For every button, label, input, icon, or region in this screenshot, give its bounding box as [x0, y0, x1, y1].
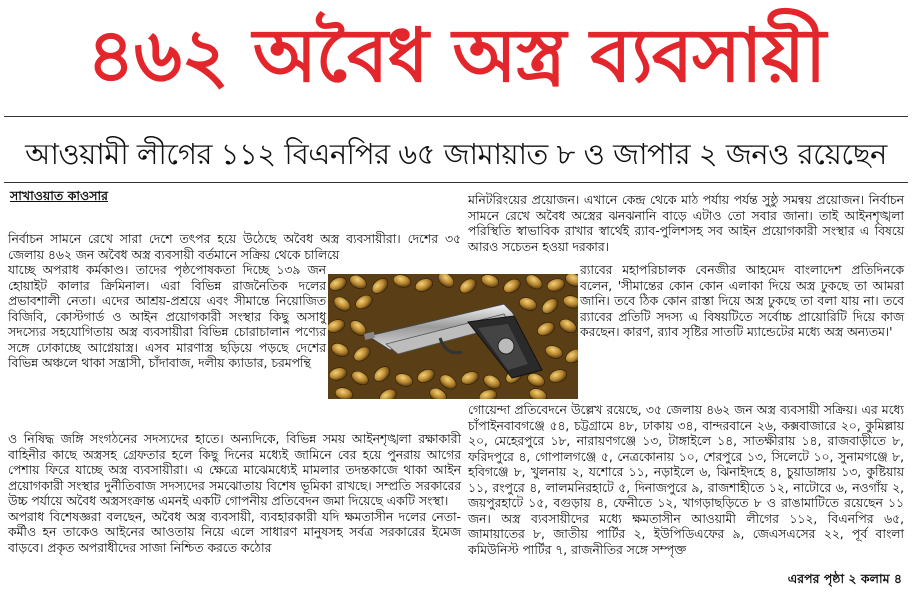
pistol-image: [328, 274, 578, 399]
left-paragraph-1-wrap: যাচ্ছে অপরাধ কর্মকাণ্ড। তাদের পৃষ্ঠপোষকতা দিচ্ছে ১৩৯ জন হোয়াইট কালার ক্রিমিনাল। এরা বিভিন্ন রাজনৈতিক দলের প্রভাবশালী নেতা। এদের আশ্রয়-প্রশ্রয়ে এবং সীমান্তে নিয়োজিত বিজিবি, কোস্টগার্ড ও আইন প্রয়োগকারী সংস্থার কিছু অসাধু সদস্যের সহযোগিতায় অস্ত্র ব্যবসায়ীরা বিভিন্ন চোরাচালান পণ্যের সঙ্গে ঢোকাচ্ছে আগ্নেয়াস্ত্র। এসব মারণাস্ত্র ছড়িয়ে পড়ছে দেশের বিভিন্ন অঞ্চলে থাকা সন্ত্রাসী, চাঁদাবাজ, দলীয় ক্যাডার, চরমপন্থি: [8, 263, 326, 371]
headline: ৪৬২ অবৈধ অস্ত্র ব্যবসায়ী: [86, 13, 826, 99]
right-column-wrap: [580, 263, 904, 341]
left-column-wrap: [8, 263, 326, 372]
left-paragraph-2: অপরাধ বিশেষজ্ঞরা বলছেন, অবৈধ অস্ত্র ব্যবসায়ী, ব্যবহারকারী যদি ক্ষমতাসীন দলের নেতা-কর্মীও হন তাকেও আইনের আওতায় নিয়ে এলে সাধারণ মানুষসহ সর্বত্র সরকারের ইমেজ বাড়বে। প্রকৃত অপরাধীদের সাজা নিশ্চিত করতে কঠোর: [8, 509, 461, 555]
right-paragraph-1: মনিটরিংয়ের প্রয়োজন। এখানে কেন্দ্র থেকে মাঠ পর্যায় পর্যন্ত সুষ্ঠু সমন্বয় প্রয়োজন। নির্বাচন সামনে রেখে অবৈধ অস্ত্রের ঝনঝনানি বাড়ে এটাও তো সবার জানা। তাই আইনশৃঙ্খলা পরিস্থিতি স্বাভাবিক রাখার স্বার্থেই র‌্যাব-পুলিশসহ সব আইন প্রয়োগকারী সংস্থার এ বিষয়ে আরও সচেতন হওয়া দরকার।: [468, 193, 904, 254]
subheadline-rule: [4, 182, 908, 183]
right-column-bottom: [468, 403, 904, 558]
left-paragraph-1-bottom: ও নিষিদ্ধ জঙ্গি সংগঠনের সদস্যদের হাতে। অন্যদিকে, বিভিন্ন সময় আইনশৃঙ্খলা রক্ষাকারী বাহিনীর কাছে অস্ত্রসহ গ্রেফতার হলে কিছু দিনের মধ্যেই জামিনে বের হয়ে পুনরায় আগের পেশায় ফিরে যাচ্ছে অস্ত্র ব্যবসায়ীরা। এ ক্ষেত্রে মাঝেমধ্যেই মামলার তদন্তকাজে থাকা আইন প্রয়োগকারী সংস্থার দুর্নীতিবাজ সদস্যদের সমঝোতায় বিশেষ ভূমিকা রাখছে। সম্প্রতি সরকারের উচ্চ পর্যায়ে অবৈধ অস্ত্রসংক্রান্ত এমনই একটি গোপনীয় প্রতিবেদন জমা দিয়েছে একটি সংস্থা।: [8, 432, 461, 509]
left-column-bottom: [8, 432, 461, 556]
left-paragraph-1-top: নির্বাচন সামনে রেখে সারা দেশে তৎপর হয়ে উঠেছে অবৈধ অস্ত্র ব্যবসায়ীরা। দেশের ৩৫ জেলায় ৪৬২ জন অবৈধ অস্ত্র ব্যবসায়ী বর্তমানে সক্রিয় থেকে চালিয়ে: [8, 232, 461, 262]
subheadline: আওয়ামী লীগের ১১২ বিএনপির ৬৫ জামায়াত ৮ ও জাপার ২ জনও রয়েছেন: [25, 137, 887, 171]
right-paragraph-3: গোয়েন্দা প্রতিবেদনে উল্লেখ রয়েছে, ৩৫ জেলায় ৪৬২ জন অস্ত্র ব্যবসায়ী সক্রিয়। এর মধ্যে চাঁপাইনবাবগঞ্জে ৫৪, চট্টগ্রামে ৪৮, ঢাকায় ৩৪, বান্দরবানে ২৬, কক্সবাজারে ২০, কুমিল্লায় ২০, মেহেরপুরে ১৮, নারায়ণগঞ্জে ১৩, টাঙ্গাইলে ১৪, সাতক্ষীরায় ১৪, রাজবাড়ীতে ৮, ফরিদপুরে ৪, গোপালগঞ্জে ৫, নেত্রকোনায় ১০, শেরপুরে ১৩, সিলেটে ১০, সুনামগঞ্জে ৮, হবিগঞ্জে ৮, খুলনায় ২, যশোরে ১১, নড়াইলে ৬, ঝিনাইদহে ৪, চুয়াডাঙ্গায় ১৩, কুষ্টিয়ায় ১১, রংপুরে ৪, লালমনিরহাটে ৫, দিনাজপুরে ৯, রাজশাহীতে ১২, নাটোরে ৬, নওগাঁয় ২, জয়পুরহাটে ১৫, বগুড়ায় ৪, ফেনীতে ১২, খাগড়াছড়িতে ৮ ও রাঙামাটিতে রয়েছেন ১১ জন। অস্ত্র ব্যবসায়ীদের মধ্যে ক্ষমতাসীন আওয়ামী লীগের ১১২, বিএনপির ৬৫, জামায়াতের ৮, জাতীয় পার্টির ২, ইউপিডিএফের ৯, জেএসএসের ২২, পূর্ব বাংলা কমিউনিস্ট পার্টির ৭, রাজনীতির সঙ্গে সম্পৃক্ত: [468, 403, 904, 557]
headline-rule: [4, 116, 908, 117]
byline: সাখাওয়াত কাওসার: [10, 188, 108, 203]
continuation-note: এরপর পৃষ্ঠা ২ কলাম ৪: [787, 571, 902, 586]
pistol-bullets-photo: [328, 274, 578, 399]
left-column-top: [8, 232, 461, 263]
right-paragraph-2: র‌্যাবের মহাপরিচালক বেনজীর আহমেদ বাংলাদেশ প্রতিদিনকে বলেন, 'সীমান্তের কোন কোন এলাকা দিয়ে অস্ত্র ঢুকছে তা আমরা জানি। তবে ঠিক কোন রাস্তা দিয়ে অস্ত্র ঢুকছে তা বলা যায় না। তবে র‌্যাবের প্রতিটি সদস্য এ বিষয়টিতে সর্বোচ্চ প্রায়োরিটি দিয়ে কাজ করছেন। কারণ, র‌্যাব সৃষ্টির সাতটি ম্যান্ডেটের মধ্যে অস্ত্র অন্যতম।': [580, 263, 904, 340]
right-column-top: [468, 193, 904, 255]
